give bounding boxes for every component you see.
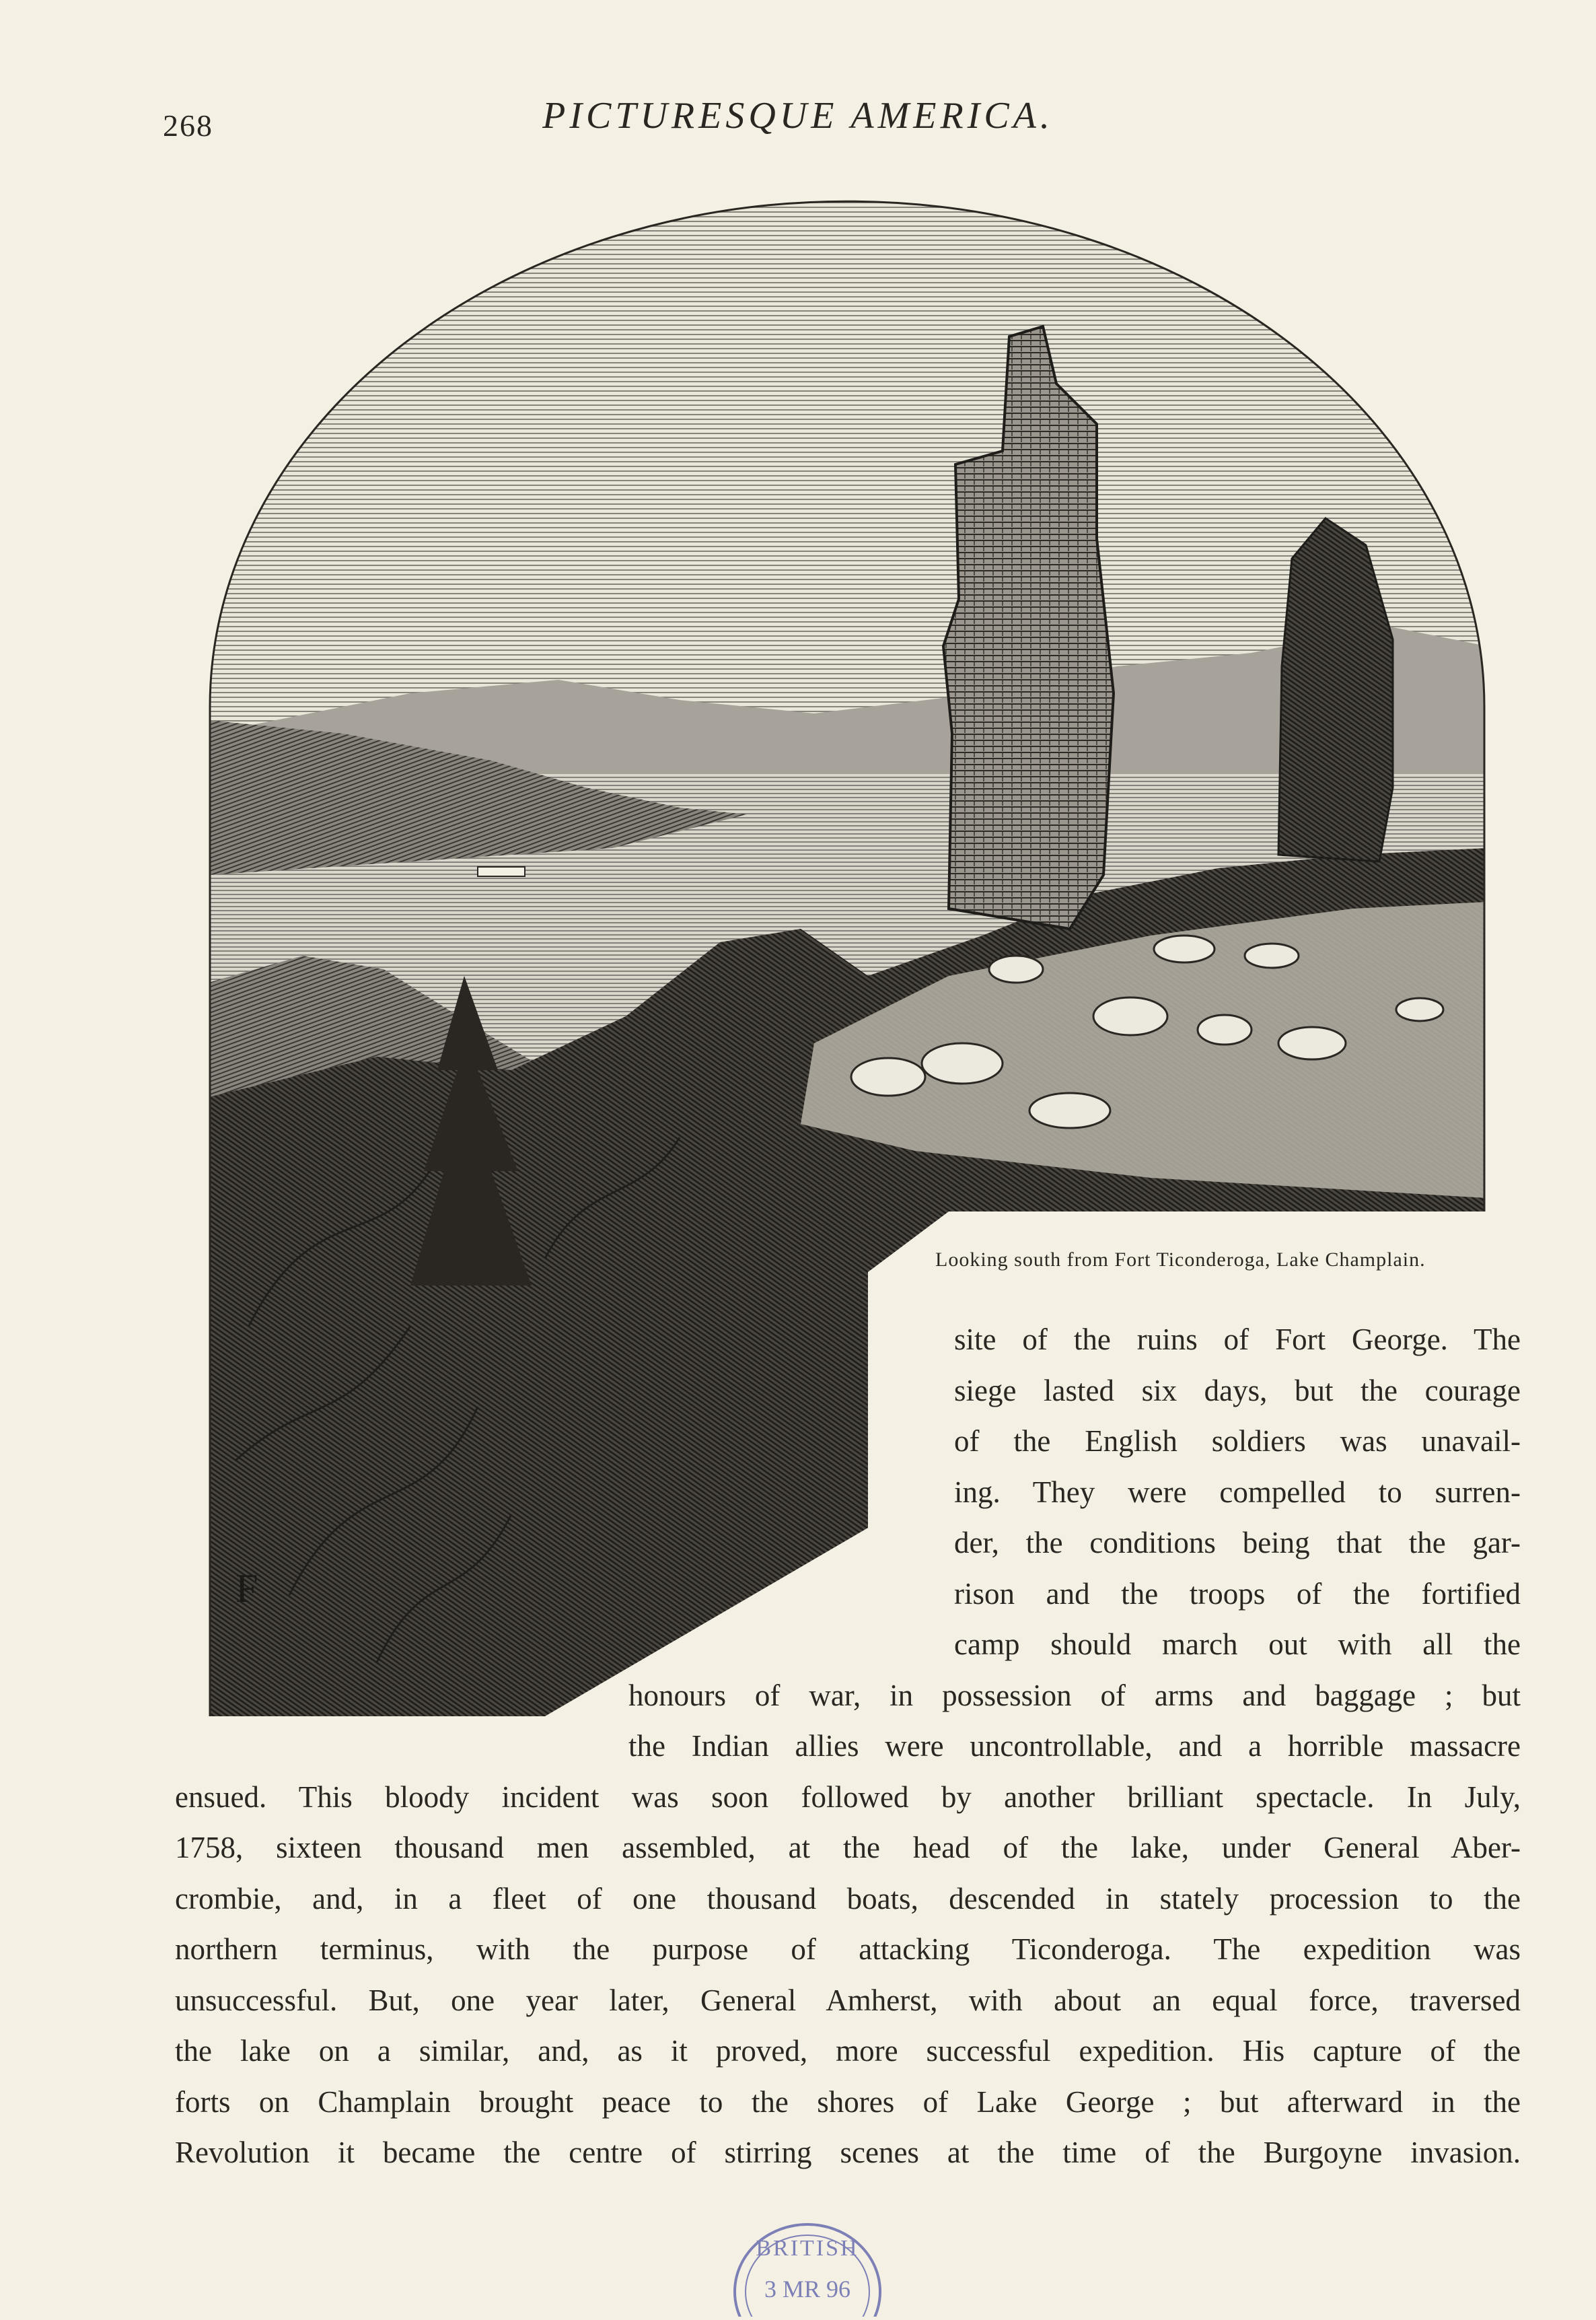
body-line: ing. They were compelled to surren- [954,1475,1521,1509]
page-number: 268 [163,108,213,143]
body-line: camp should march out with all the [954,1627,1521,1661]
stamp-top-text: BRITISH [756,2236,859,2261]
body-line: ensued. This bloody incident was soon followed by another brilliant spectacle. In July, [175,1780,1521,1814]
library-stamp [730,2221,885,2317]
body-line: of the English soldiers was unavail- [954,1424,1521,1458]
body-line: 1758, sixteen thousand men assembled, at the head of the lake, under General Aber- [175,1831,1521,1864]
body-line: crombie, and, in a fleet of one thousand boats, descended in stately procession to the [175,1882,1521,1915]
body-line: the Indian allies were uncontrollable, and a horrible massacre [628,1729,1521,1763]
body-line: honours of war, in possession of arms and baggage ; but [628,1679,1521,1712]
body-line: rison and the troops of the fortified [954,1577,1521,1611]
running-title: PICTURESQUE AMERICA. [542,95,1054,137]
illustration-caption: Looking south from Fort Ticonderoga, Lake Champlain. [935,1249,1426,1271]
body-line: unsuccessful. But, one year later, General Amherst, with about an equal force, traversed [175,1983,1521,2017]
artist-signature: F [235,1566,258,1611]
body-line: siege lasted six days, but the courage [954,1374,1521,1407]
body-line: Revolution it became the centre of stirring scenes at the time of the Burgoyne invasion. [175,2136,1521,2169]
body-line: northern terminus, with the purpose of attacking Ticonderoga. The expedition was [175,1932,1521,1966]
body-line: der, the conditions being that the gar- [954,1526,1521,1559]
body-line: site of the ruins of Fort George. The [954,1323,1521,1356]
stamp-date-text: 3 MR 96 [764,2276,851,2303]
body-line: the lake on a similar, and, as it proved, more successful expedition. His capture of the [175,2034,1521,2068]
body-line: forts on Champlain brought peace to the shores of Lake George ; but afterward in the [175,2085,1521,2119]
